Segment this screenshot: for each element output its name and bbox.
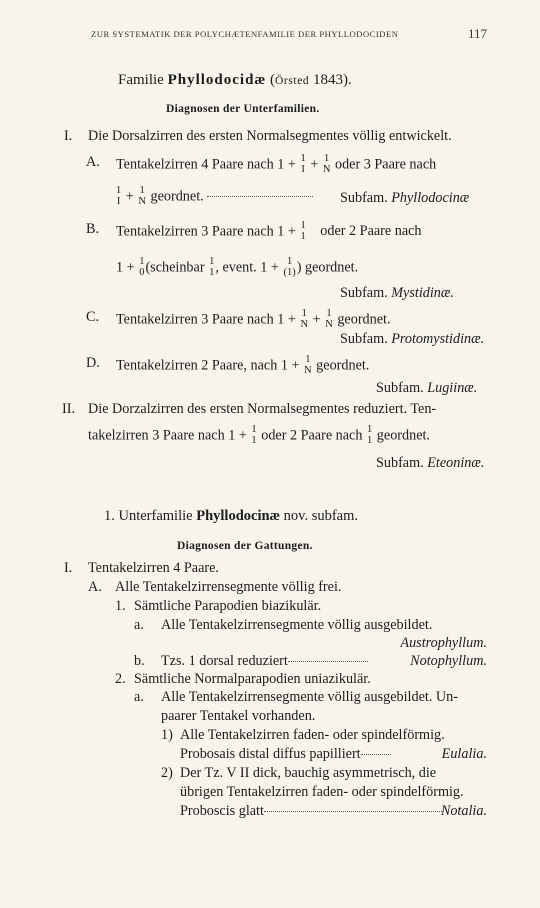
section-title-subfamilies: Diagnosen der Unterfamilien. xyxy=(166,103,320,115)
genera-A-text: Alle Tentakelzirrensegmente völlig frei. xyxy=(115,579,342,595)
family-year: 1843). xyxy=(313,72,352,88)
section-title-genera: Diagnosen der Gattungen. xyxy=(177,540,313,552)
diag-B-label: B. xyxy=(86,221,100,237)
genera-p1-cont: Probosais distal diffus papilliert xyxy=(180,746,391,762)
diag-D-result: Subfam. Lugiinæ. xyxy=(376,380,478,396)
taxon-notophyllum: Notophyllum. xyxy=(410,653,487,669)
fraction-1-over-1: 1 1 xyxy=(367,424,373,446)
genera-A-label: A. xyxy=(88,579,102,595)
taxon-mystidinae: Mystidinæ. xyxy=(391,285,454,301)
fraction-1-over-N: 1 N xyxy=(304,354,312,376)
genera-a2-label: a. xyxy=(134,689,144,705)
diag-I-text: Die Dorsalzirren des ersten Normalsegmentes völlig entwickelt. xyxy=(88,128,452,144)
diag-A-cont-end: geordnet. xyxy=(150,188,204,205)
leader-dots xyxy=(264,811,444,812)
fraction-1-over-0: 1 0 xyxy=(139,256,145,278)
diag-A-continuation: 1 I + 1 N geordnet. xyxy=(115,186,313,208)
taxon-eulalia: Eulalia. xyxy=(441,746,487,762)
taxon-eteoninae: Eteoninæ. xyxy=(427,455,485,471)
genera-2-label: 2. xyxy=(115,671,126,687)
running-head xyxy=(91,26,487,41)
genera-I-text: Tentakelzirren 4 Paare. xyxy=(88,560,219,576)
genera-p2-cont2: Proboscis glatt xyxy=(180,803,444,819)
genera-1-text: Sämtliche Parapodien biazikulär. xyxy=(134,598,322,614)
diag-II-result: Subfam. Eteoninæ. xyxy=(376,455,485,471)
fraction-1-over-1: 1 1 xyxy=(251,424,257,446)
subfamily-heading: 1. Unterfamilie Phyllodocinæ nov. subfam. xyxy=(104,508,359,524)
genera-a-label: a. xyxy=(134,617,144,633)
genera-p2-text: Der Tz. V II dick, bauchig asymmetrisch, die xyxy=(180,765,437,781)
genera-a-text: Alle Tentakelzirrensegmente völlig ausgebildet. xyxy=(161,617,433,633)
fraction-1-over-N: 1 N xyxy=(138,185,146,207)
diag-C-result: Subfam. Protomystidinæ. xyxy=(340,331,485,347)
fraction-1-over-N: 1 N xyxy=(325,308,333,330)
fraction-1-over-paren1: 1 (1) xyxy=(283,256,296,278)
genera-p2-cont1: übrigen Tentakelzirren faden- oder spindelförmig. xyxy=(180,784,464,800)
diag-II-continuation: takelzirren 3 Paare nach 1 + 1 1 oder 2 Paare nach 1 1 geordnet. xyxy=(88,424,430,446)
fraction-1-over-N: 1 N xyxy=(300,308,309,330)
diag-A-result: Subfam. Phyllodocinæ xyxy=(340,190,470,206)
genera-p1-label: 1) xyxy=(161,727,173,743)
genera-b-line: Tzs. 1 dorsal reduziert xyxy=(161,653,368,669)
diag-C-line: Tentakelzirren 3 Paare nach 1 + 1 N + 1 N geordnet. xyxy=(116,308,391,330)
family-prefix: Familie xyxy=(118,72,164,88)
running-head-title: ZUR SYSTEMATIK DER POLYCHÆTENFAMILIE DER PHYLLODOCIDEN xyxy=(91,29,399,39)
genera-p2-label: 2) xyxy=(161,765,173,781)
genera-1-label: 1. xyxy=(115,598,126,614)
authority-open: ( xyxy=(270,72,276,88)
fraction-1-over-I: 1 I xyxy=(116,185,122,207)
diag-A-label: A. xyxy=(86,154,100,170)
diag-D-line: Tentakelzirren 2 Paare, nach 1 + 1 N geordnet. xyxy=(116,354,370,376)
genera-b-label: b. xyxy=(134,653,145,669)
fraction-1-over-1: 1 1 xyxy=(209,256,215,278)
genera-a2-text: Alle Tentakelzirrensegmente völlig ausgebildet. Un- xyxy=(161,689,458,705)
genera-2-text: Sämtliche Normalparapodien uniazikulär. xyxy=(134,671,371,687)
genera-a2-cont: paarer Tentakel vorhanden. xyxy=(161,708,316,724)
diag-D-label: D. xyxy=(86,355,100,371)
page-number: 117 xyxy=(467,26,487,41)
family-author: Örsted xyxy=(275,75,310,87)
taxon-phyllodocinae: Phyllodocinæ xyxy=(391,190,470,206)
family-name: Phyllodocidæ xyxy=(167,72,267,88)
taxon-lugiinae: Lugiinæ. xyxy=(427,380,478,396)
taxon-austrophyllum: Austrophyllum. xyxy=(400,635,487,651)
diag-II-text: Die Dorzalzirren des ersten Normalsegmentes reduziert. Ten- xyxy=(88,401,437,417)
genera-p1-text: Alle Tentakelzirren faden- oder spindelförmig. xyxy=(180,727,445,743)
subfamily-name: Phyllodocinæ xyxy=(196,508,281,524)
family-heading xyxy=(118,72,352,89)
fraction-1-over-N: 1 N xyxy=(322,153,331,175)
diag-A-line xyxy=(116,154,436,176)
diag-A-text3: oder 3 Paare nach xyxy=(334,156,437,173)
taxon-notalia: Notalia. xyxy=(440,803,487,819)
diag-C-label: C. xyxy=(86,309,100,325)
genera-I-label: I. xyxy=(64,560,73,576)
diag-B-line: Tentakelzirren 3 Paare nach 1 + 1 1 oder 2 Paare nach xyxy=(116,220,422,242)
leader-dots xyxy=(288,661,368,662)
diag-B-result: Subfam. Mystidinæ. xyxy=(340,285,454,301)
fraction-1-over-1: 1 1 xyxy=(300,220,306,242)
diag-A-text1: Tentakelzirren 4 Paare nach 1 + xyxy=(116,156,296,173)
diag-II-label: II. xyxy=(62,401,75,417)
leader-dots xyxy=(207,196,313,197)
fraction-1-over-I: 1 I xyxy=(300,153,306,175)
diag-B-continuation: 1 + 1 0 (scheinbar 1 1 , event. 1 + 1 (1) ) geordnet. xyxy=(116,256,359,278)
taxon-protomystidinae: Protomystidinæ. xyxy=(391,331,485,347)
diag-I-label: I. xyxy=(64,128,73,144)
diag-I xyxy=(64,128,72,144)
leader-dots xyxy=(361,754,391,755)
diag-A-text2: + xyxy=(310,156,319,173)
